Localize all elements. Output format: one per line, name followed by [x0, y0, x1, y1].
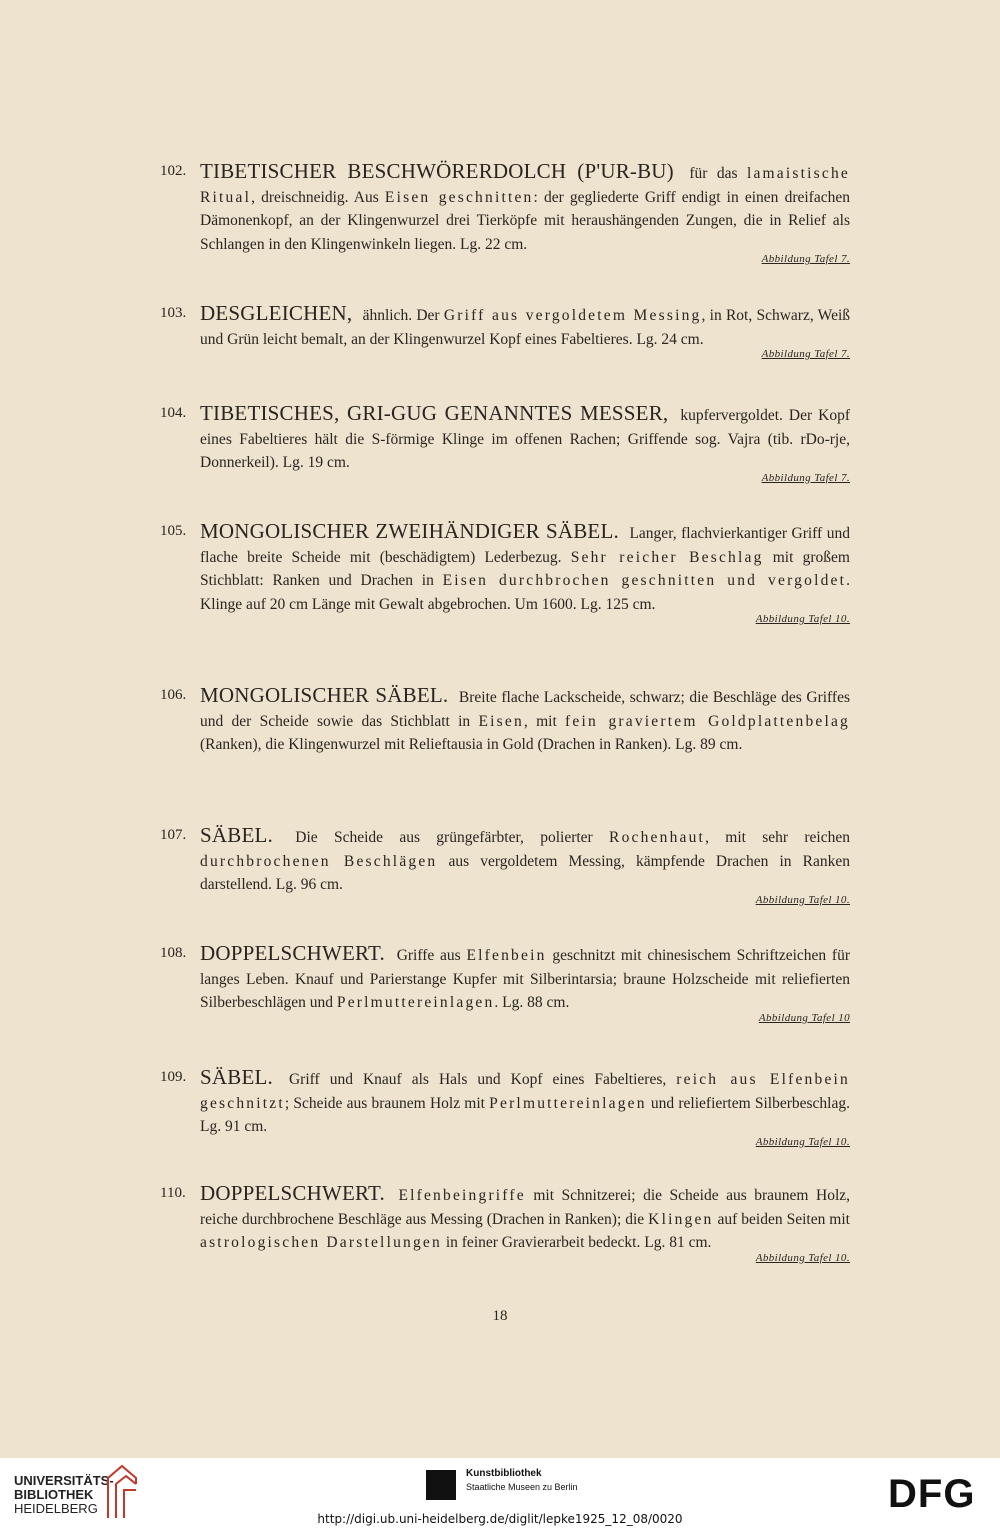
entry-text [200, 520, 850, 626]
spaced-emphasis: Eisen durchbrochen geschnitten und vergoldet [442, 572, 847, 589]
catalog-entry-110 [160, 1182, 850, 1265]
spaced-emphasis: reich aus Elfenbein geschnitzt [200, 1071, 850, 1112]
spaced-emphasis: Klingen [648, 1210, 714, 1228]
entry-number: 105. [160, 523, 187, 539]
entry-description: , mit sehr reichen [705, 829, 850, 846]
entry-description: , mit [523, 712, 566, 730]
entry-description: . Klinge auf 20 cm Länge mit Gewalt abgebrochen. Um 1600. Lg. 125 cm. [200, 572, 850, 613]
entry-text [200, 942, 850, 1025]
entry-description: Langer, flachvierkantiger Griff und flache breite Scheide mit (beschädigtem) Lederbezug. [200, 525, 850, 566]
entry-description: für das [679, 165, 747, 182]
entry-text [200, 302, 850, 361]
entry-description: ähnlich. Der [358, 307, 444, 324]
entry-description: Griffe aus [390, 947, 467, 964]
viewer-footer: UNIVERSITÄTS- BIBLIOTHEK HEIDELBERG Kunstbibliothek Staatliche Museen zu Berlin DFG http://digi.ub.uni-heidelberg.de/diglit/lepke1925_12_08/0020 [0, 1458, 1000, 1530]
spaced-emphasis: Sehr reicher Beschlag [570, 548, 764, 566]
page-number: 18 [492, 1308, 508, 1324]
figure-reference: Abbildung Tafel 7. [761, 253, 850, 265]
entry-description: (Ranken), die Klingenwurzel mit Relieftausia in Gold (Drachen in Ranken). Lg. 89 cm. [200, 736, 743, 753]
entry-heading: SÄBEL. [200, 823, 273, 847]
entry-heading: MONGOLISCHER SÄBEL. [200, 683, 449, 707]
catalog-entry-103 [160, 302, 850, 361]
figure-reference: Abbildung Tafel 10. [755, 893, 850, 906]
entry-heading: DOPPELSCHWERT. [200, 1181, 385, 1205]
spaced-emphasis: fein graviertem Goldplattenbelag [565, 712, 851, 730]
spaced-emphasis: Griff aus vergoldetem Messing [443, 307, 702, 324]
spaced-emphasis: astrologischen Darstellungen [200, 1234, 442, 1251]
entry-heading: SÄBEL. [200, 1065, 273, 1089]
entry-description: aus vergoldetem Messing, kämpfende Drachen in Ranken darstellend. Lg. 96 cm. [200, 852, 850, 893]
entry-text [200, 1066, 850, 1149]
entry-description: mit großem Stichblatt: Ranken und Drachen in [200, 548, 850, 589]
figure-reference: Abbildung Tafel 10. [755, 613, 850, 625]
spaced-emphasis: Perlmuttereinlagen [489, 1094, 647, 1112]
catalog-entry-105 [160, 520, 850, 626]
entry-description: Breite flache Lackscheide, schwarz; die Beschläge des Griffes und der Scheide sowie das Stichblatt in [200, 689, 850, 730]
catalog-entry-106 [160, 684, 850, 757]
catalog-entry-102 [160, 160, 850, 266]
entry-description: . Lg. 88 cm. [494, 994, 570, 1011]
entry-description: in feiner Gravierarbeit bedeckt. Lg. 81 cm. [441, 1234, 712, 1251]
permalink-url[interactable]: http://digi.ub.uni-heidelberg.de/diglit/lepke1925_12_08/0020 [317, 1512, 683, 1526]
catalog-entry-107 [160, 824, 850, 907]
entry-heading: DESGLEICHEN, [200, 301, 353, 325]
entry-number: 104. [160, 405, 187, 421]
entry-description: , in Rot, Schwarz, Weiß und Grün leicht bemalt, an der Klingenwurzel Kopf eines Fabeltieres. Lg. 24 cm. [200, 307, 851, 348]
entry-text [200, 402, 850, 485]
entry-text [200, 684, 850, 757]
spaced-emphasis: Eisen geschnitten [384, 188, 534, 206]
entry-heading: TIBETISCHES, GRI-GUG GENANNTES MESSER, [200, 401, 669, 425]
figure-reference: Abbildung Tafel 10. [755, 1251, 850, 1264]
entry-description: , dreischneidig. Aus [251, 188, 385, 206]
university-library-label: UNIVERSITÄTS- BIBLIOTHEK HEIDELBERG [14, 1473, 114, 1516]
entry-text [200, 160, 850, 266]
entry-description: Die Scheide aus grüngefärbter, polierter [278, 829, 610, 846]
entry-description: : der gegliederte Griff endigt in einen dreifachen Dämonenkopf, an der Klingenwurzel drei Tierköpfe mit heraushängenden Zungen, die in Relief als Schlangen in den Klingenwinkeln liegen. Lg. 22 cm. [200, 188, 850, 253]
spaced-emphasis: Elfenbeingriffe [398, 1187, 526, 1204]
entry-description: geschnitzt mit chinesischem Schriftzeichen für langes Leben. Knauf und Parierstange Kupfer mit Silberintarsia; braune Holzscheide mit reliefierten Silberbeschlägen und [200, 947, 850, 1011]
entry-text [200, 824, 850, 907]
entry-description: und reliefiertem Silberbeschlag. Lg. 91 cm. [200, 1094, 850, 1135]
entry-description: ; Scheide aus braunem Holz mit [284, 1094, 490, 1112]
catalog-entry-108 [160, 942, 850, 1025]
catalog-entry-109 [160, 1066, 850, 1149]
dfg-logo: DFG [888, 1472, 976, 1516]
entry-description: auf beiden Seiten mit [713, 1210, 850, 1228]
figure-reference: Abbildung Tafel 7. [761, 348, 850, 360]
entry-number: 106. [160, 687, 187, 703]
entry-heading: DOPPELSCHWERT. [200, 941, 385, 965]
figure-reference: Abbildung Tafel 7. [761, 471, 850, 484]
figure-reference: Abbildung Tafel 10 [758, 1011, 850, 1024]
figure-reference: Abbildung Tafel 10. [755, 1135, 850, 1148]
entry-number: 109. [160, 1069, 187, 1085]
entry-description: kupfervergoldet. Der Kopf eines Fabeltieres hält die S-förmige Klinge im offenen Rachen; Griffende sog. Vajra (tib. rDo-rje, Donnerkeil). Lg. 19 cm. [200, 407, 850, 471]
entry-number: 102. [160, 163, 187, 179]
spaced-emphasis: durchbrochenen Beschlägen [200, 852, 438, 870]
entry-description: Griff und Knauf als Hals und Kopf eines Fabeltieres, [278, 1071, 677, 1088]
entry-description: mit Schnitzerei; die Scheide aus braunem Holz, reiche durchbrochene Beschläge aus Messing (Drachen in Ranken); die [200, 1187, 851, 1228]
catalog-entry-104 [160, 402, 850, 485]
entry-number: 110. [160, 1185, 186, 1201]
spaced-emphasis: Elfenbein [466, 947, 547, 964]
spaced-emphasis: Eisen [478, 712, 524, 730]
entry-heading: MONGOLISCHER ZWEIHÄNDIGER SÄBEL. [200, 519, 619, 543]
entry-number: 103. [160, 305, 187, 321]
kunstbibliothek-emblem-icon [426, 1470, 456, 1500]
entry-text [200, 1182, 850, 1265]
entry-number: 108. [160, 945, 187, 961]
entry-heading: TIBETISCHER BESCHWÖRERDOLCH (P'UR-BU) [200, 159, 674, 183]
entry-number: 107. [160, 827, 187, 843]
spaced-emphasis: lamaistische Ritual [200, 165, 850, 206]
spaced-emphasis: Perlmuttereinlagen [336, 994, 495, 1011]
spaced-emphasis: Rochenhaut [609, 829, 706, 846]
